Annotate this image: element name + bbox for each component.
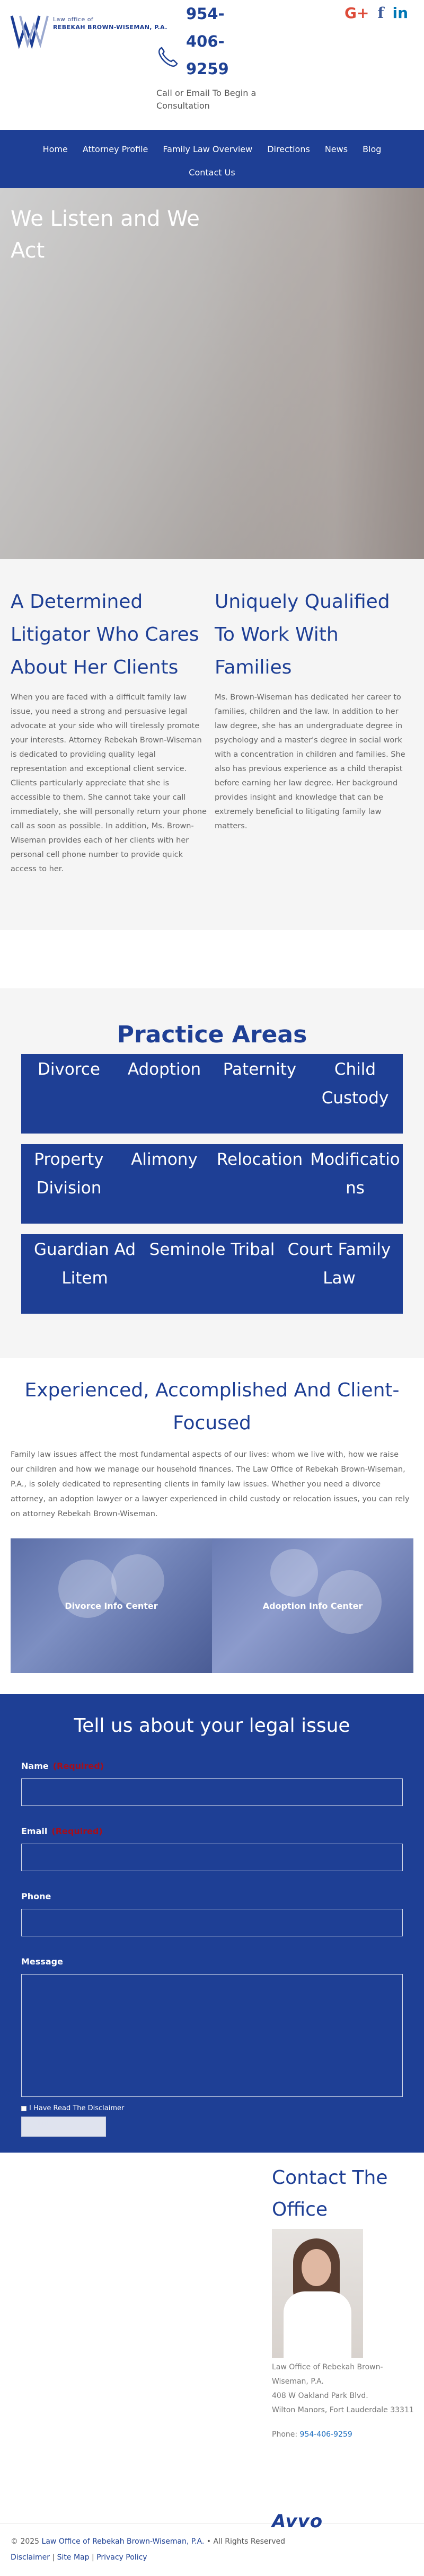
footer-disclaimer-link[interactable]: Disclaimer [11, 2553, 50, 2562]
practice-property-division[interactable]: Property Division [34, 1150, 104, 1198]
practice-seminole-tribal[interactable]: Seminole Tribal [149, 1240, 275, 1259]
name-label-text: Name [21, 1761, 49, 1771]
submit-button-label: Submit [22, 2117, 52, 2127]
divorce-info-center-box[interactable] [11, 1538, 212, 1673]
logo-subtitle: Law office of [53, 16, 94, 23]
practice-areas-title: Practice Areas [117, 1021, 307, 1048]
phone-label: Phone [21, 1891, 51, 1901]
nav-news[interactable]: News [324, 144, 348, 154]
intro-left-heading: A Determined Litigator Who Cares About Her Clients [11, 591, 199, 678]
photo-figure [111, 1554, 164, 1607]
intro-left-text: When you are faced with a difficult family law issue, you need a strong and persuasive legal advocate at your side who will tirelessly promote your interests. Attorney Rebekah Brown-Wiseman is dedicated to providing quality legal representation and exceptional client service. Clients particularly appreciate that she is accessible to them. She cannot take your call immediately, she will personally return your phone call as soon as possible. In addition, Ms. Brown-Wiseman provides each of her clients with her personal cell phone number to provide quick access to her. [11, 693, 207, 873]
name-label [21, 1761, 403, 1771]
nav-home[interactable]: Home [42, 144, 68, 154]
contact-title: Contact The Office [272, 2167, 388, 2220]
section-spacer [0, 930, 424, 988]
practice-adoption[interactable]: Adoption [127, 1060, 201, 1079]
footer-separator: | [91, 2553, 97, 2562]
main-navigation [0, 130, 424, 188]
logo-title: REBEKAH BROWN-WISEMAN, P.A. [53, 24, 167, 31]
phone-field[interactable] [21, 1909, 403, 1936]
nav-directions[interactable]: Directions [267, 144, 310, 154]
practice-child-custody[interactable]: Child Custody [321, 1060, 389, 1108]
name-field[interactable] [21, 1778, 403, 1806]
photo-figure [270, 1549, 318, 1597]
phone-icon [156, 45, 180, 68]
firm-logo[interactable] [10, 4, 169, 53]
adoption-info-center-box[interactable] [212, 1538, 413, 1673]
practice-guardian-ad-litem[interactable]: Guardian Ad Litem [34, 1240, 136, 1288]
intro-right-heading: Uniquely Qualified To Work With Families [215, 591, 390, 678]
experience-section [0, 1358, 424, 1694]
nav-family-law-overview[interactable]: Family Law Overview [163, 144, 253, 154]
disclaimer-row [21, 2104, 403, 2112]
message-label: Message [21, 1957, 63, 1967]
message-field[interactable] [21, 1974, 403, 2097]
nav-contact-us[interactable]: Contact Us [189, 167, 235, 178]
contact-form-section [0, 1694, 424, 2153]
google-plus-icon[interactable]: G+ [344, 4, 369, 22]
adoption-info-center-label: Adoption Info Center [262, 1600, 363, 1611]
intro-right-column [215, 586, 413, 930]
practice-paternity[interactable]: Paternity [223, 1060, 297, 1079]
hero-title: We Listen and We Act [11, 207, 200, 263]
avvo-badge-icon[interactable]: Avvo [272, 2511, 323, 2532]
rights-text: • All Rights Reserved [206, 2537, 286, 2546]
email-field[interactable] [21, 1844, 403, 1871]
footer-firm-link[interactable]: Law Office of Rebekah Brown-Wiseman, P.A. [41, 2537, 205, 2546]
hero-banner [0, 188, 424, 559]
intro-section [0, 559, 424, 930]
office-firm-name: Law Office of Rebekah Brown-Wiseman, P.A. [272, 2363, 383, 2386]
practice-row [21, 1054, 403, 1134]
divorce-info-center-label: Divorce Info Center [65, 1600, 158, 1611]
office-phone-link[interactable]: 954-406-9259 [299, 2430, 352, 2439]
nav-blog[interactable]: Blog [363, 144, 382, 154]
experience-title: Experienced, Accomplished And Client-Focused [24, 1379, 400, 1434]
facebook-icon[interactable]: f [377, 4, 384, 22]
header-phone-link[interactable]: 954-406-9259 [186, 5, 229, 78]
footer-links [11, 2550, 413, 2565]
footer-privacy-policy-link[interactable]: Privacy Policy [96, 2553, 147, 2562]
intro-right-text: Ms. Brown-Wiseman has dedicated her career to families, children and the law. In addition to her law degree, she has an undergraduate degree in psychology and a master's degree in social work with a concentration in children and families. She also has previous experience as a child therapist before earning her law degree. Her background provides insight and knowledge that can be extremely beneficial to litigating family law matters. [215, 693, 405, 830]
office-address [272, 2360, 415, 2418]
submit-button[interactable] [21, 2117, 106, 2137]
copyright-text: © 2025 [11, 2537, 40, 2546]
practice-divorce[interactable]: Divorce [38, 1060, 100, 1079]
required-marker: (Required) [52, 1761, 104, 1771]
practice-row [21, 1144, 403, 1224]
office-phone [272, 2430, 415, 2439]
required-marker: (Required) [51, 1826, 103, 1836]
office-street: 408 W Oakland Park Blvd. [272, 2392, 368, 2400]
office-phone-label: Phone: [272, 2430, 298, 2439]
social-links [344, 4, 408, 22]
info-center-boxes [11, 1538, 413, 1673]
email-label [21, 1826, 403, 1836]
nav-attorney-profile[interactable]: Attorney Profile [82, 144, 148, 154]
attorney-photo [272, 2229, 363, 2358]
copyright-line [11, 2534, 413, 2550]
practice-areas-section [0, 988, 424, 1358]
contact-office-section [0, 2153, 424, 2532]
practice-alimony[interactable]: Alimony [131, 1150, 198, 1169]
practice-modifications[interactable]: Modifications [310, 1150, 400, 1198]
email-label-text: Email [21, 1826, 48, 1836]
linkedin-icon[interactable]: in [392, 4, 408, 22]
practice-court-family-law[interactable]: Court Family Law [287, 1240, 391, 1288]
office-city: Wilton Manors, Fort Lauderdale 33311 [272, 2406, 414, 2414]
site-header [0, 0, 424, 130]
disclaimer-checkbox[interactable] [21, 2106, 26, 2111]
experience-text: Family law issues affect the most fundamental aspects of our lives: whom we live with, how we raise our children and how we manage our household finances. The Law Office of Rebekah Brown-Wiseman, P.A., is solely dedicated to representing clients in family law issues. Whether you need a divorce attorney, an adoption lawyer or a lawyer experienced in child custody or relocation issues, you can rely on attorney Rebekah Brown-Wiseman. [11, 1450, 410, 1518]
hero-image [201, 188, 424, 559]
practice-relocation[interactable]: Relocation [216, 1150, 303, 1169]
footer-separator: | [52, 2553, 57, 2562]
form-title: Tell us about your legal issue [74, 1715, 350, 1737]
intro-left-column [11, 586, 209, 930]
footer-site-map-link[interactable]: Site Map [57, 2553, 90, 2562]
phone-block [156, 0, 262, 112]
practice-row [21, 1234, 403, 1314]
logo-mark-icon [10, 4, 50, 53]
disclaimer-label: I Have Read The Disclaimer [29, 2104, 125, 2112]
phone-caption: Call or Email To Begin a Consultation [156, 88, 257, 111]
